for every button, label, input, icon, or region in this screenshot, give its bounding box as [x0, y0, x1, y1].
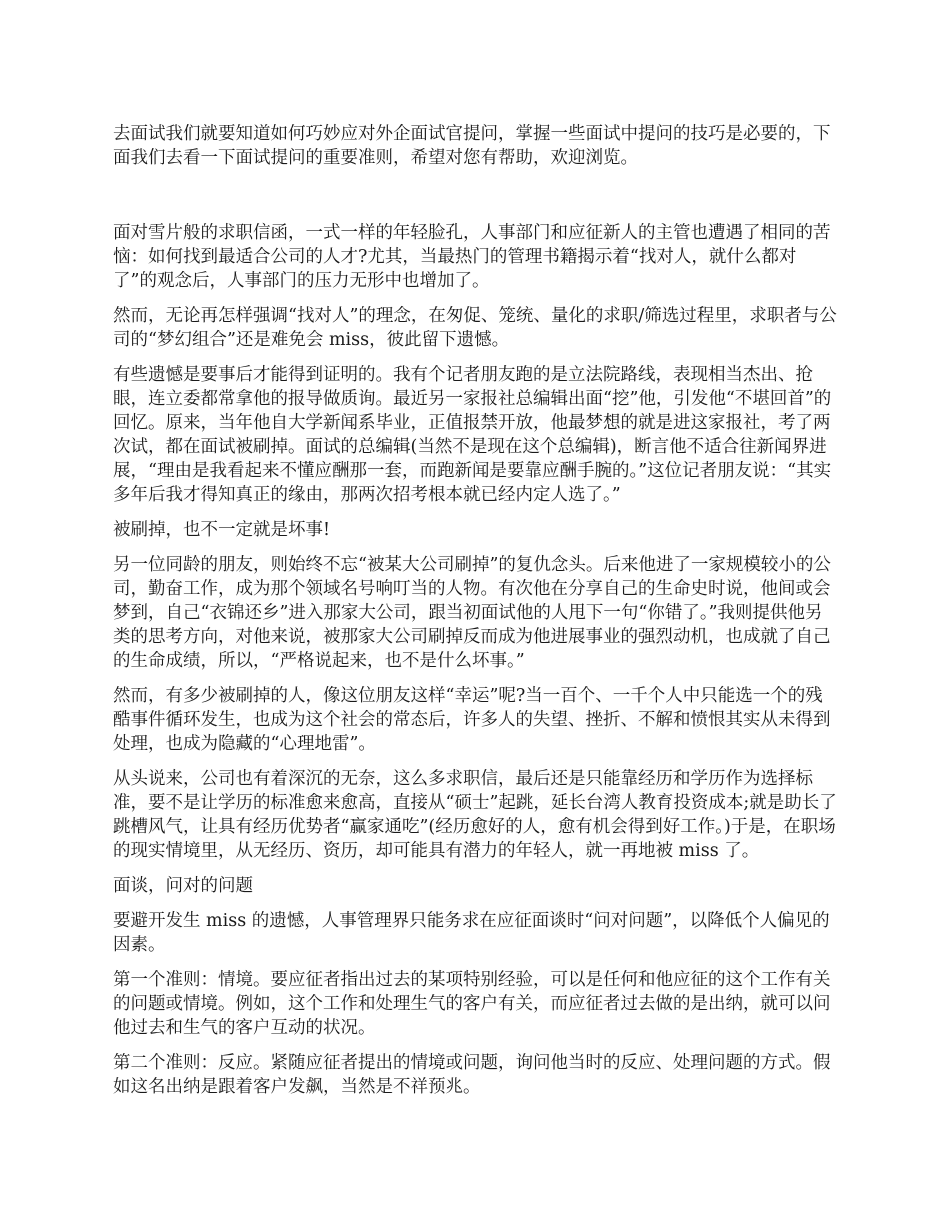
paragraph: 然而，无论再怎样强调“找对人”的理念，在匆促、笼统、量化的求职/筛选过程里，求职者与公司的“梦幻组合”还是难免会 miss，彼此留下遗憾。 [113, 306, 837, 350]
paragraph: 另一位同龄的朋友，则始终不忘“被某大公司刷掉”的复仇念头。后来他进了一家规模较小的公司，勤奋工作，成为那个领域名号响叮当的人物。有次他在分享自己的生命史时说，他间或会梦到，自己“衣锦还乡”进入那家大公司，跟当初面试他的人甩下一句“你错了。”我则提供他另类的思考方向，对他来说，被那家大公司刷掉反而成为他进展事业的强烈动机，也成就了自己的生命成绩，所以，“严格说起来，也不是什么坏事。” [113, 555, 831, 671]
section-heading: 面谈，问对的问题 [113, 876, 253, 896]
intro-paragraph: 去面试我们就要知道如何巧妙应对外企面试官提问，掌握一些面试中提问的技巧是必要的，下面我们去看一下面试提问的重要准则，希望对您有帮助，欢迎浏览。 [113, 124, 831, 168]
paragraph: 然而，有多少被刷掉的人，像这位朋友这样“幸运”呢?当一百个、一千个人中只能选一个的残酷事件循环发生，也成为这个社会的常态后，许多人的失望、挫折、不解和愤恨其实从未得到处理，也成为隐藏的“心理地雷”。 [113, 686, 831, 754]
paragraph: 第一个准则：情境。要应征者指出过去的某项特别经验，可以是任何和他应征的这个工作有关的问题或情境。例如，这个工作和处理生气的客户有关，而应征者过去做的是出纳，就可以问他过去和生气的客户互动的状况。 [113, 970, 831, 1038]
document-body [113, 122, 840, 1110]
paragraph: 要避开发生 miss 的遗憾，人事管理界只能务求在应征面谈时“问对问题”，以降低个人偏见的因素。 [113, 911, 830, 955]
paragraph: 被刷掉，也不一定就是坏事! [113, 520, 331, 540]
paragraph: 从头说来，公司也有着深沉的无奈，这么多求职信，最后还是只能靠经历和学历作为选择标准，要不是让学历的标准愈来愈高，直接从“硕士”起跳，延长台湾人教育投资成本;就是助长了跳槽风气，让具有经历优势者“赢家通吃”(经历愈好的人，愈有机会得到好工作。)于是，在职场的现实情境里，从无经历、资历，却可能具有潜力的年轻人，就一再地被 miss 了。 [113, 769, 837, 861]
paragraph: 面对雪片般的求职信函，一式一样的年轻脸孔，人事部门和应征新人的主管也遭遇了相同的苦恼：如何找到最适合公司的人才?尤其，当最热门的管理书籍揭示着“找对人，就什么都对了”的观念后，人事部门的压力无形中也增加了。 [113, 223, 831, 291]
paragraph: 第二个准则：反应。紧随应征者提出的情境或问题，询问他当时的反应、处理问题的方式。假如这名出纳是跟着客户发飙，当然是不祥预兆。 [113, 1053, 831, 1097]
paragraph: 有些遗憾是要事后才能得到证明的。我有个记者朋友跑的是立法院路线，表现相当杰出、抢眼，连立委都常拿他的报导做质询。最近另一家报社总编辑出面“挖”他，引发他“不堪回首”的回忆。原来，当年他自大学新闻系毕业，正值报禁开放，他最梦想的就是进这家报社，考了两次试，都在面试被刷掉。面试的总编辑(当然不是现在这个总编辑)，断言他不适合往新闻界进展，“理由是我看起来不懂应酬那一套，而跑新闻是要靠应酬手腕的。”这位记者朋友说：“其实多年后我才得知真正的缘由，那两次招考根本就已经内定人选了。” [113, 365, 832, 505]
